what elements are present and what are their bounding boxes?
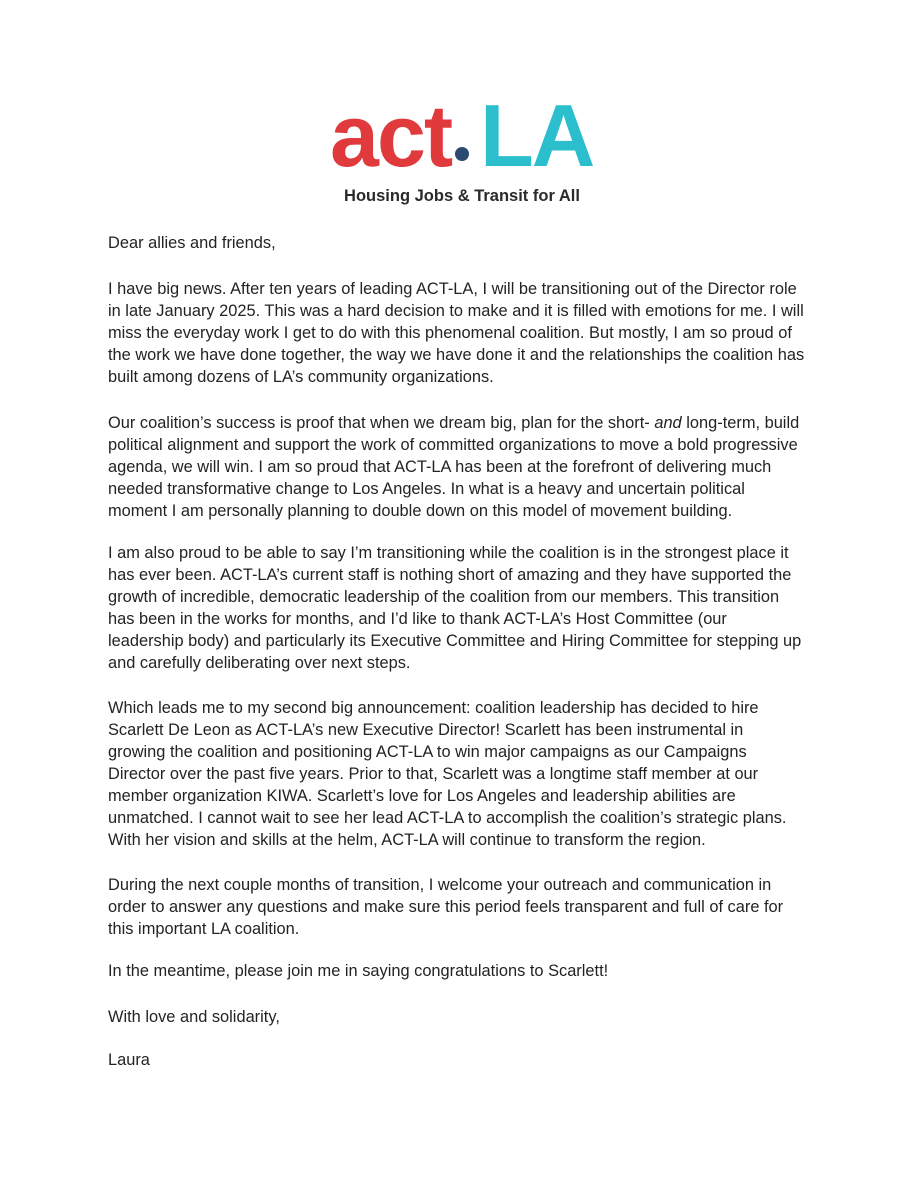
italic-text: and bbox=[654, 414, 682, 432]
paragraph-line: agenda, we will win. I am so proud that ACT-LA has been at the forefront of delivering much bbox=[108, 458, 772, 476]
greeting-text: Dear allies and friends, bbox=[108, 234, 276, 252]
paragraph-line: order to answer any questions and make sure this period feels transparent and full of care for bbox=[108, 898, 784, 916]
paragraph-line: growth of incredible, democratic leadership of the coalition from our members. This transition bbox=[108, 588, 780, 606]
paragraph-5 bbox=[108, 874, 783, 940]
paragraph-line: needed transformative change to Los Angeles. In what is a heavy and uncertain political bbox=[108, 480, 745, 498]
text-segment: Our coalition’s success is proof that when we dream big, plan for the short- bbox=[108, 414, 655, 432]
paragraph-2-rest bbox=[108, 434, 799, 522]
greeting bbox=[108, 232, 276, 254]
paragraph-line bbox=[108, 412, 799, 434]
paragraph-line: unmatched. I cannot wait to see her lead ACT-LA to accomplish the coalition’s strategic plans. bbox=[108, 809, 787, 827]
signature bbox=[108, 1049, 150, 1071]
paragraph-line: Director over the past five years. Prior to that, Scarlett was a longtime staff member at our bbox=[108, 765, 759, 783]
paragraph-line: in late January 2025. This was a hard decision to make and it is filled with emotions for me. I will bbox=[108, 302, 804, 320]
closing-text: With love and solidarity, bbox=[108, 1008, 280, 1026]
paragraph-line: I have big news. After ten years of leading ACT-LA, I will be transitioning out of the Director role bbox=[108, 280, 797, 298]
logo-la: LA bbox=[480, 86, 594, 185]
paragraph-line: has ever been. ACT-LA’s current staff is nothing short of amazing and they have supported the bbox=[108, 566, 792, 584]
paragraph-line: With her vision and skills at the helm, ACT-LA will continue to transform the region. bbox=[108, 831, 706, 849]
paragraph-line: In the meantime, please join me in saying congratulations to Scarlett! bbox=[108, 962, 609, 980]
paragraph-line: moment I am personally planning to double down on this model of movement building. bbox=[108, 502, 733, 520]
paragraph-line: leadership body) and particularly its Executive Committee and Hiring Committee for stepping up bbox=[108, 632, 802, 650]
paragraph-line: growing the coalition and positioning ACT-LA to win major campaigns as our Campaigns bbox=[108, 743, 747, 761]
signature-text: Laura bbox=[108, 1051, 150, 1069]
paragraph-1 bbox=[108, 278, 804, 388]
paragraph-line: member organization KIWA. Scarlett’s love for Los Angeles and leadership abilities are bbox=[108, 787, 736, 805]
paragraph-line: Scarlett De Leon as ACT-LA’s new Executive Director! Scarlett has been instrumental in bbox=[108, 721, 744, 739]
paragraph-line: this important LA coalition. bbox=[108, 920, 300, 938]
paragraph-line: has been in the works for months, and I’d like to thank ACT-LA’s Host Committee (our bbox=[108, 610, 727, 628]
paragraph-2 bbox=[108, 412, 799, 522]
logo-tagline: Housing Jobs & Transit for All bbox=[344, 187, 580, 205]
text-segment: long-term, build bbox=[681, 414, 800, 432]
paragraph-line: the work we have done together, the way we have done it and the relationships the coalition has bbox=[108, 346, 805, 364]
paragraph-6 bbox=[108, 960, 608, 982]
paragraph-line: and carefully deliberating over next steps. bbox=[108, 654, 411, 672]
paragraph-3 bbox=[108, 542, 801, 674]
paragraph-4 bbox=[108, 697, 786, 851]
paragraph-line: During the next couple months of transition, I welcome your outreach and communication in bbox=[108, 876, 772, 894]
paragraph-line: Which leads me to my second big announcement: coalition leadership has decided to hire bbox=[108, 699, 759, 717]
paragraph-line: miss the everyday work I get to do with this phenomenal coalition. But mostly, I am so proud of bbox=[108, 324, 792, 342]
paragraph-line: built among dozens of LA’s community organizations. bbox=[108, 368, 494, 386]
logo-dot-icon bbox=[455, 147, 469, 161]
logo-act: act bbox=[330, 86, 452, 185]
paragraph-line: political alignment and support the work of committed organizations to move a bold progressive bbox=[108, 436, 798, 454]
act-la-logo bbox=[330, 86, 594, 185]
paragraph-line: I am also proud to be able to say I’m transitioning while the coalition is in the strongest place it bbox=[108, 544, 789, 562]
closing bbox=[108, 1006, 280, 1028]
